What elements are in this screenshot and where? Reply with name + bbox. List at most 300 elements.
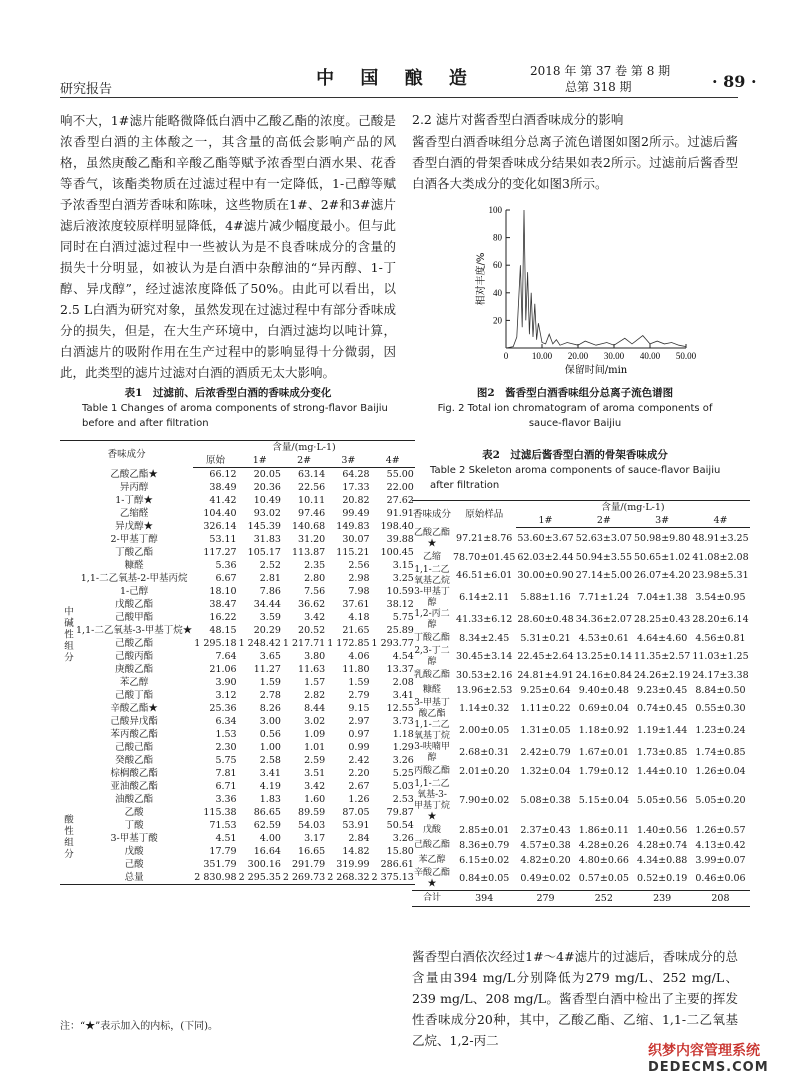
journal-title: 中 国 酿 造 xyxy=(316,68,477,89)
table-row xyxy=(412,698,750,720)
y-tick-label: 40 xyxy=(493,287,502,298)
total-value: 2 375.13 xyxy=(371,872,414,883)
content-value: 3.26 xyxy=(392,755,414,766)
content-value: 0.56 xyxy=(259,729,281,740)
component-name: 3-甲基丁酸 xyxy=(110,833,158,844)
component-name: 癸酸乙酯 xyxy=(115,755,154,766)
content-value: 291.79 xyxy=(291,859,326,870)
component-name: 辛酸乙酯★ xyxy=(414,867,451,889)
content-value: 1.29 xyxy=(392,742,414,753)
content-value: 30.00±0.90 xyxy=(517,570,574,581)
content-value: 20.36 xyxy=(253,482,281,493)
content-value: 326.14 xyxy=(203,521,237,532)
content-value: 4.00 xyxy=(259,833,281,844)
content-value: 1.18±0.92 xyxy=(578,725,629,736)
table-row xyxy=(60,832,415,845)
content-value: 66.12 xyxy=(209,469,237,480)
component-name: 丙酸乙酯 xyxy=(414,765,451,776)
content-value: 4.51 xyxy=(215,833,237,844)
content-value: 41.42 xyxy=(209,495,237,506)
content-value: 34.36±2.07 xyxy=(575,614,632,625)
header-rule xyxy=(60,97,738,98)
content-value: 4.82±0.20 xyxy=(520,854,571,866)
group-text: 酸性组分 xyxy=(62,813,73,860)
table-row xyxy=(60,754,415,767)
content-value: 7.64 xyxy=(215,651,237,662)
content-value: 4.54 xyxy=(392,651,414,662)
left-paragraph: 响不大，1#滤片能略微降低白酒中乙酸乙酯的浓度。己酸是浓香型白酒的主体酸之一，其含量的高低会影响产品的风格，虽然庚酸乙酯和辛酸乙酯等赋予浓香型白酒水果、花香等香气，该酯类物质在过滤过程中有一定降低，1-己醇等赋予浓香型白酒芳香味和陈味，这些物质在1#、2#和3#滤片滤后液浓度较原样明显降低，4#滤片减少幅度最小。但与此同时在白酒过滤过程中一些被认为是不良香味成分的含量的损失十分明显，如被认为是白酒中杂醇油的“异丙醇、1-丁醇、异戊醇”，经过滤浓度降低了50%。由此可以看出，以2.5 L白酒为研究对象，虽然发现在过滤过程中有部分香味成分的损失，但是，在大生产环境中，白酒过滤均以吨计算，白酒滤片的吸附作用在生产过程中的影响显得十分微弱，因此，此类型的滤片过滤对白酒的酒质无太大影响。 xyxy=(60,113,396,380)
content-value: 0.99 xyxy=(348,742,370,753)
content-value: 2.81 xyxy=(259,573,281,584)
table-row xyxy=(412,868,750,891)
total-issue: 总第 318 期 xyxy=(565,80,632,94)
content-value: 22.00 xyxy=(386,482,414,493)
content-value: 0.69±0.04 xyxy=(578,703,629,714)
table-row xyxy=(60,793,415,806)
content-value: 8.34±2.45 xyxy=(459,632,510,644)
content-value: 20.52 xyxy=(298,625,326,636)
content-value: 6.15±0.02 xyxy=(459,854,510,866)
component-name: 3-甲基丁醇 xyxy=(414,586,450,608)
content-value: 1.00 xyxy=(259,742,281,753)
content-value: 4.80±0.66 xyxy=(578,854,629,866)
content-value: 25.36 xyxy=(209,703,237,714)
content-value: 5.31±0.21 xyxy=(520,632,571,644)
table-row xyxy=(412,609,750,631)
content-value: 3.73 xyxy=(392,716,414,727)
content-value: 4.06 xyxy=(348,651,370,662)
content-value: 1.40±0.56 xyxy=(637,824,688,836)
table1-head-component: 香味成分 xyxy=(107,448,146,460)
content-value: 0.46±0.06 xyxy=(695,873,746,884)
content-value: 10.11 xyxy=(298,495,326,506)
x-tick-label: 30.00 xyxy=(603,351,625,361)
table-row xyxy=(60,663,415,676)
content-value: 10.49 xyxy=(253,495,281,506)
content-value: 1.57 xyxy=(304,677,326,688)
content-value: 38.49 xyxy=(209,482,237,493)
content-value: 26.07±4.20 xyxy=(634,570,691,581)
content-value: 3.15 xyxy=(392,560,414,571)
content-value: 2.42 xyxy=(348,755,370,766)
table-row xyxy=(60,702,415,715)
content-value: 2.53 xyxy=(392,794,414,805)
content-value: 34.44 xyxy=(253,599,281,610)
component-name: 己酸丁酯 xyxy=(115,690,154,701)
content-value: 3.41 xyxy=(392,690,414,701)
content-value: 0.84±0.05 xyxy=(459,873,510,884)
content-value: 394 xyxy=(475,892,494,904)
content-value: 1 293.77 xyxy=(371,638,414,649)
section-label: 研究报告 xyxy=(60,82,113,97)
content-value: 1.79±0.12 xyxy=(578,765,629,777)
table1-caption xyxy=(60,386,396,431)
content-value: 1.86±0.11 xyxy=(578,824,629,836)
table-row xyxy=(412,853,750,868)
content-value: 208 xyxy=(711,892,730,904)
table-row xyxy=(60,845,415,858)
component-name: 戊酸乙酯 xyxy=(115,599,154,610)
table-row xyxy=(60,572,415,585)
content-value: 5.88±1.16 xyxy=(520,592,571,603)
table1-col-header: 1# xyxy=(238,454,282,468)
table-row xyxy=(412,683,750,698)
component-name: 乙缩醛 xyxy=(119,508,149,519)
component-name: 1,1-二乙氧基-3-甲基丁烷★ xyxy=(414,778,451,822)
content-value: 25.89 xyxy=(386,625,414,636)
component-name: 丁酸 xyxy=(124,820,144,831)
content-value: 86.65 xyxy=(253,807,281,818)
content-value: 300.16 xyxy=(247,859,281,870)
y-tick-label: 60 xyxy=(493,260,502,271)
content-value: 113.87 xyxy=(291,547,326,558)
content-value: 9.40±0.48 xyxy=(578,684,629,696)
content-value: 2.68±0.31 xyxy=(459,747,510,758)
total-value: 2 269.73 xyxy=(282,872,326,883)
table-row xyxy=(60,611,415,624)
content-value: 3.51 xyxy=(304,768,326,779)
component-name: 3-甲基丁酸乙酯 xyxy=(414,697,450,719)
table-row xyxy=(412,890,750,906)
content-value: 140.68 xyxy=(291,521,326,532)
section-heading: 2.2 滤片对酱香型白酒香味成分的影响 xyxy=(412,112,624,127)
content-value: 7.90±0.02 xyxy=(459,795,510,806)
content-value: 41.33±6.12 xyxy=(456,614,513,625)
table-row xyxy=(60,507,415,520)
component-name: 乙缩 xyxy=(423,551,442,562)
content-value: 145.39 xyxy=(247,521,281,532)
chromatogram-line xyxy=(506,210,686,348)
content-value: 24.26±2.19 xyxy=(634,669,691,681)
table2-head-content: 含量/(mg·L-1) xyxy=(601,502,665,513)
content-value: 3.25 xyxy=(392,573,414,584)
table-row xyxy=(60,780,415,793)
table-row xyxy=(60,819,415,832)
content-value: 1.23±0.24 xyxy=(695,725,746,736)
content-value: 28.25±0.43 xyxy=(634,614,691,625)
table-row xyxy=(60,741,415,754)
content-value: 2.30 xyxy=(215,742,237,753)
content-value: 1 295.18 xyxy=(194,638,237,649)
content-value: 5.75 xyxy=(392,612,414,623)
content-value: 31.83 xyxy=(253,534,281,545)
component-name: 1,1-二乙氧基-3-甲基丁烷★ xyxy=(76,625,193,636)
content-value: 3.17 xyxy=(304,833,326,844)
content-value: 3.59 xyxy=(259,612,281,623)
content-value: 78.70±01.45 xyxy=(453,551,516,563)
content-value: 1 172.85 xyxy=(327,638,370,649)
content-value: 1.59 xyxy=(259,677,281,688)
content-value: 2.59 xyxy=(304,755,326,766)
total-value: 2 268.32 xyxy=(327,872,370,883)
content-value: 37.61 xyxy=(342,599,370,610)
content-value: 27.62 xyxy=(386,495,414,506)
content-value: 351.79 xyxy=(203,859,237,870)
component-name: 己酸异戊酯 xyxy=(110,716,158,727)
issue-info: 2018 年 第 37 卷 第 8 期 xyxy=(530,64,671,78)
content-value: 91.91 xyxy=(386,508,414,519)
content-value: 2.35 xyxy=(304,560,326,571)
content-value: 21.06 xyxy=(209,664,237,675)
content-value: 15.80 xyxy=(386,846,414,857)
table1-group-label xyxy=(60,468,75,807)
content-value: 7.04±1.38 xyxy=(637,592,688,603)
component-name: 乙酸乙酯★ xyxy=(414,527,451,549)
content-value: 11.80 xyxy=(342,664,370,675)
content-value: 1.83 xyxy=(259,794,281,805)
total-value: 2 830.98 xyxy=(194,872,237,883)
table2-col-header: 1# xyxy=(516,514,574,528)
page-number: · 89 · xyxy=(712,72,757,91)
content-value: 1.67±0.01 xyxy=(578,747,629,758)
table1-col-header: 4# xyxy=(371,454,415,468)
total-value: 2 295.35 xyxy=(238,872,281,883)
content-value: 3.65 xyxy=(259,651,281,662)
content-value: 198.40 xyxy=(380,521,414,532)
content-value: 28.60±0.48 xyxy=(517,614,574,625)
content-value: 11.27 xyxy=(253,664,281,675)
content-value: 71.53 xyxy=(209,820,237,831)
content-value: 41.08±2.08 xyxy=(692,551,749,563)
table-row xyxy=(412,668,750,683)
component-name: 乳酸乙酯 xyxy=(414,669,451,680)
content-value: 87.05 xyxy=(342,807,370,818)
y-tick-label: 100 xyxy=(488,205,502,215)
content-value: 3.80 xyxy=(304,651,326,662)
content-value: 149.83 xyxy=(336,521,370,532)
content-value: 4.18 xyxy=(348,612,370,623)
content-value: 7.81 xyxy=(215,768,237,779)
content-value: 1.09 xyxy=(304,729,326,740)
content-value: 0.74±0.45 xyxy=(637,703,688,714)
component-name: 己酸乙酯 xyxy=(414,839,451,850)
component-name: 辛酸乙酯★ xyxy=(110,703,158,714)
table-row-total xyxy=(60,871,415,885)
content-value: 2.85±0.01 xyxy=(459,824,510,836)
table1-group-label xyxy=(60,806,75,871)
component-name: 1,1-二乙氧基-2-甲基丙烷 xyxy=(80,573,188,584)
content-value: 4.19 xyxy=(259,781,281,792)
table2 xyxy=(412,500,750,907)
content-value: 1.01 xyxy=(304,742,326,753)
right-paragraph: 酱香型白酒香味组分总离子流色谱图如图2所示。过滤后酱香型白酒的骨架香味成分结果如表2所示。过滤前后酱香型白酒各大类成分的变化如图3所示。 xyxy=(412,134,738,191)
figure2-caption-en1: Fig. 2 Total ion chromatogram of aroma components of xyxy=(437,403,713,414)
content-value: 1.32±0.04 xyxy=(520,765,571,777)
table1-title-en: Table 1 Changes of aroma components of strong-flavor Baijiu before and after filtration xyxy=(82,403,388,429)
content-value: 13.37 xyxy=(386,664,414,675)
content-value: 1.60 xyxy=(304,794,326,805)
table1-col-header: 3# xyxy=(326,454,370,468)
content-value: 50.94±3.55 xyxy=(575,551,632,563)
content-value: 64.28 xyxy=(342,469,370,480)
content-value: 4.28±0.26 xyxy=(578,839,629,851)
content-value: 0.49±0.02 xyxy=(520,873,571,884)
content-value: 2.78 xyxy=(259,690,281,701)
content-value: 5.75 xyxy=(215,755,237,766)
content-value: 28.20±6.14 xyxy=(692,614,749,625)
content-value: 52.63±3.07 xyxy=(575,533,632,545)
y-axis-label: 相对丰度/% xyxy=(476,252,487,306)
content-value: 54.03 xyxy=(298,820,326,831)
content-value: 279 xyxy=(536,892,555,904)
content-value: 1.26±0.04 xyxy=(695,765,746,777)
content-value: 20.05 xyxy=(253,469,281,480)
content-value: 8.26 xyxy=(259,703,281,714)
content-value: 11.63 xyxy=(298,664,326,675)
content-value: 63.14 xyxy=(298,469,326,480)
table1-total-spacer xyxy=(60,871,75,885)
content-value: 2.01±0.20 xyxy=(459,765,510,777)
content-value: 4.34±0.88 xyxy=(637,854,688,866)
content-value: 2.42±0.79 xyxy=(520,747,571,758)
content-value: 7.56 xyxy=(304,586,326,597)
content-value: 46.51±6.01 xyxy=(456,570,513,581)
content-value: 4.53±0.61 xyxy=(578,632,629,644)
content-value: 12.55 xyxy=(386,703,414,714)
table-row xyxy=(60,546,415,559)
component-name: 亚油酸乙酯 xyxy=(110,781,158,792)
figure2-caption xyxy=(412,386,738,431)
content-value: 1.26 xyxy=(348,794,370,805)
x-tick-label: 10.00 xyxy=(531,351,553,361)
content-value: 3.00 xyxy=(259,716,281,727)
content-value: 7.71±1.24 xyxy=(578,592,629,603)
content-value: 9.25±0.64 xyxy=(520,684,571,696)
content-value: 239 xyxy=(653,892,672,904)
content-value: 3.36 xyxy=(215,794,237,805)
figure2-caption-cn: 图2 酱香型白酒香味组分总离子流色谱图 xyxy=(476,387,674,399)
content-value: 2.79 xyxy=(348,690,370,701)
watermark-line2: DEDECMS.COM xyxy=(648,1060,769,1075)
x-tick-label: 50.00 xyxy=(675,351,697,361)
content-value: 30.45±3.14 xyxy=(456,651,513,662)
content-value: 2.00±0.05 xyxy=(459,725,510,736)
content-value: 97.21±8.76 xyxy=(456,533,513,544)
content-value: 3.26 xyxy=(392,833,414,844)
component-name: 异戊醇★ xyxy=(115,521,154,532)
content-value: 4.56±0.81 xyxy=(695,632,746,644)
content-value: 17.79 xyxy=(209,846,237,857)
table-row xyxy=(412,646,750,668)
component-name: 合计 xyxy=(423,892,442,903)
content-value: 3.12 xyxy=(215,690,237,701)
content-value: 53.91 xyxy=(342,820,370,831)
content-value: 6.14±2.11 xyxy=(459,592,510,603)
table2-title-cn: 表2 过滤后酱香型白酒的骨架香味成分 xyxy=(482,449,668,461)
content-value: 38.47 xyxy=(209,599,237,610)
content-value: 1.18 xyxy=(392,729,414,740)
content-value: 1.19±1.44 xyxy=(637,725,688,736)
table-row xyxy=(412,823,750,838)
chromatogram-chart xyxy=(412,198,738,378)
content-value: 17.33 xyxy=(342,482,370,493)
component-name: 丁酸乙酯 xyxy=(115,547,154,558)
content-value: 3.02 xyxy=(304,716,326,727)
content-value: 319.99 xyxy=(336,859,370,870)
content-value: 48.15 xyxy=(209,625,237,636)
content-value: 2.56 xyxy=(348,560,370,571)
table2-col-header: 3# xyxy=(633,514,691,528)
table2-col-header: 4# xyxy=(691,514,749,528)
component-name: 苯丙酸乙酯 xyxy=(110,729,158,740)
content-value: 93.02 xyxy=(253,508,281,519)
content-value: 9.15 xyxy=(348,703,370,714)
table1-col-header: 原始 xyxy=(193,454,237,468)
content-value: 1.44±0.10 xyxy=(637,765,688,777)
content-value: 39.88 xyxy=(386,534,414,545)
content-value: 7.86 xyxy=(259,586,281,597)
content-value: 31.20 xyxy=(298,534,326,545)
content-value: 3.54±0.95 xyxy=(695,592,746,603)
component-name: 2-甲基丁醇 xyxy=(110,534,158,545)
content-value: 6.71 xyxy=(215,781,237,792)
y-tick-label: 20 xyxy=(493,315,502,326)
table-row xyxy=(60,468,415,482)
content-value: 8.44 xyxy=(304,703,326,714)
figure2-caption-en2: sauce-flavor Baijiu xyxy=(528,418,622,429)
content-value: 3.99±0.07 xyxy=(695,854,746,866)
component-name: 乙酸 xyxy=(124,807,144,818)
content-value: 6.67 xyxy=(215,573,237,584)
content-value: 50.65±1.02 xyxy=(634,551,691,563)
component-name: 苯乙醇 xyxy=(418,854,446,865)
component-name: 糠醛 xyxy=(124,560,144,571)
table-row xyxy=(412,720,750,742)
content-value: 0.57±0.05 xyxy=(578,873,629,884)
content-value: 105.17 xyxy=(247,547,281,558)
content-value: 4.57±0.38 xyxy=(520,839,571,851)
table-row xyxy=(412,779,750,823)
content-value: 2.84 xyxy=(348,833,370,844)
table1-head-content: 含量/(mg·L-1) xyxy=(272,442,336,453)
content-value: 13.25±0.14 xyxy=(575,651,632,662)
component-name: 戊酸 xyxy=(124,846,144,857)
content-value: 24.17±3.38 xyxy=(692,669,749,681)
content-value: 20.82 xyxy=(342,495,370,506)
component-name: 糠醛 xyxy=(423,684,442,695)
content-value: 2.52 xyxy=(259,560,281,571)
content-value: 5.08±0.38 xyxy=(520,795,571,806)
table2-head-original: 原始样品 xyxy=(465,508,504,520)
content-value: 21.65 xyxy=(342,625,370,636)
component-name: 庚酸乙酯 xyxy=(115,664,154,675)
content-value: 1.26±0.57 xyxy=(695,824,746,836)
group-text: 中碱性组分 xyxy=(62,606,73,664)
content-value: 2.80 xyxy=(304,573,326,584)
content-value: 16.22 xyxy=(209,612,237,623)
bottom-paragraph: 酱香型白酒依次经过1#～4#滤片的过滤后，香味成分的总含量由394 mg/L分别降低为279 mg/L、252 mg/L、239 mg/L、208 mg/L。酱香型白酒中检出了主要的挥发性香味成分20种，其中，乙酸乙酯、乙缩、1,1-二乙氧基乙烷、1,2-丙二 xyxy=(412,949,738,1048)
component-name: 1-丁醇★ xyxy=(115,495,154,506)
content-value: 5.03 xyxy=(392,781,414,792)
watermark-line1: 织梦内容管理系统 xyxy=(648,1043,760,1059)
content-value: 2.67 xyxy=(348,781,370,792)
table-row xyxy=(60,676,415,689)
content-value: 38.12 xyxy=(386,599,414,610)
content-value: 24.16±0.84 xyxy=(575,669,632,681)
component-name: 己酸丙酯 xyxy=(115,651,154,662)
table-row xyxy=(412,631,750,646)
content-value: 5.05±0.20 xyxy=(695,795,746,806)
content-value: 8.36±0.79 xyxy=(459,839,510,851)
content-value: 7.98 xyxy=(348,586,370,597)
component-name: 棕榈酸乙酯 xyxy=(110,768,158,779)
content-value: 1.53 xyxy=(215,729,237,740)
table-row xyxy=(60,715,415,728)
table2-col-header: 2# xyxy=(575,514,633,528)
content-value: 1.11±0.22 xyxy=(520,703,571,714)
content-value: 252 xyxy=(594,892,613,904)
content-value: 1.73±0.85 xyxy=(637,747,688,758)
